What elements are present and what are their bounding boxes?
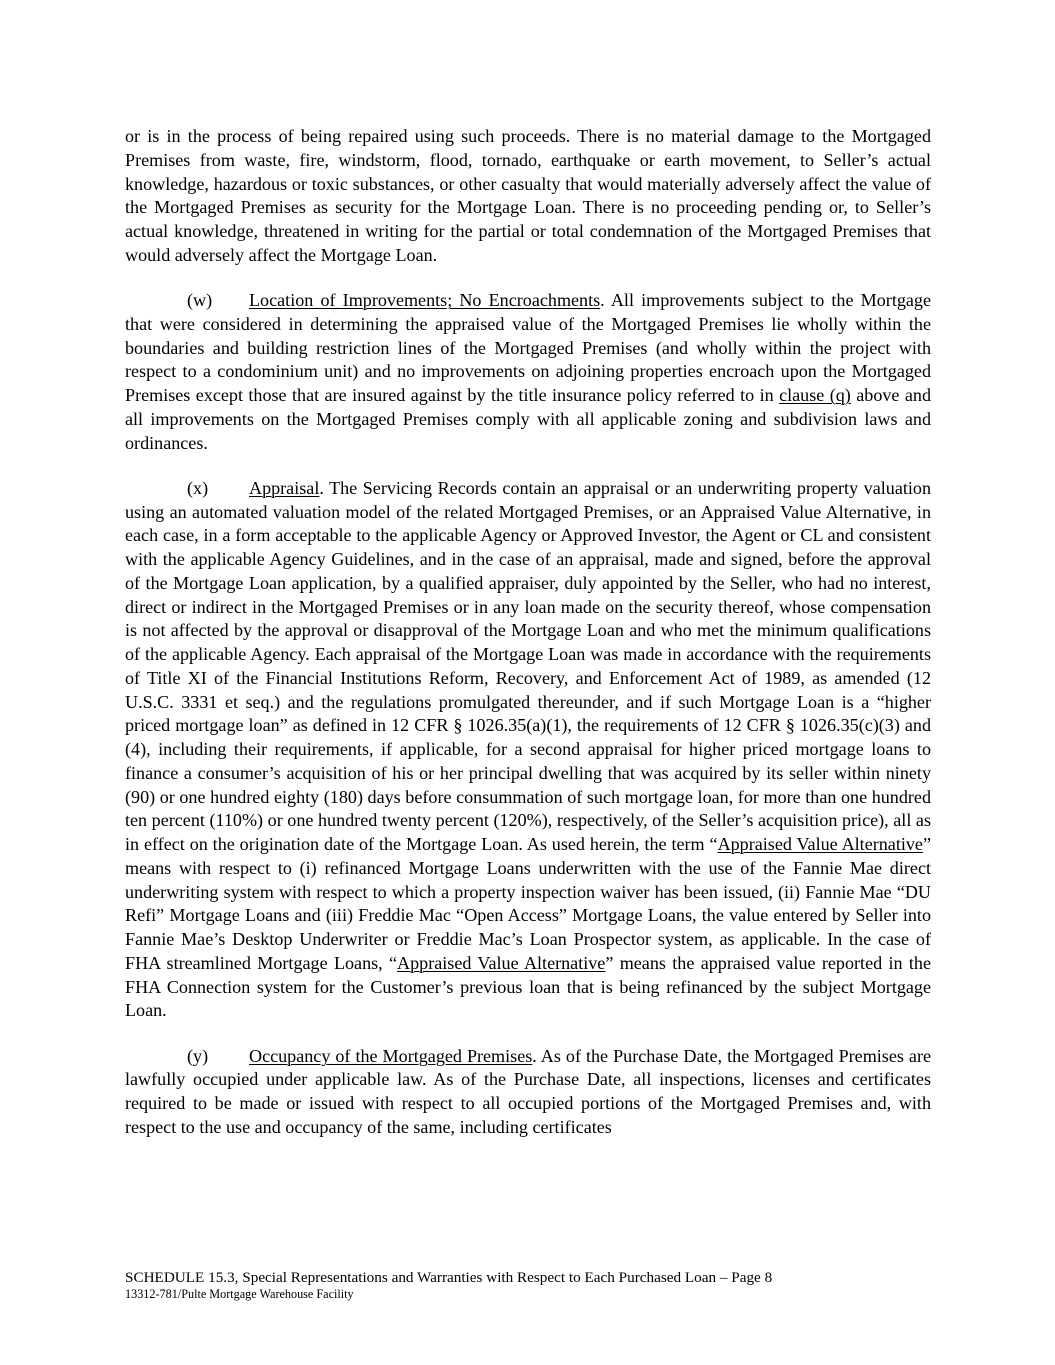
clause-q-reference: clause (q) <box>779 385 851 405</box>
paragraph-w-heading: Location of Improvements; No Encroachments <box>249 290 601 310</box>
paragraph-x-body-2: ” means with respect to (i) refinanced Mortgage Loans underwritten with the use of the Fannie Mae direct underwriting system with respect to which a property inspection waiver has been issued, (ii) Fannie Mae “DU Refi” Mortgage Loans and (iii) Freddie Mac “Open Access” Mortgage Loans, the value entered by Seller into Fannie Mae’s Desktop Underwriter or Freddie Mac’s Loan Prospector system, as applicable. In the case of FHA streamlined Mortgage Loans, “ <box>125 834 931 973</box>
paragraph-x-body-3: ” means the appraised value reported in the FHA Connection system for the Customer’s previous loan that is being refinanced by the subject Mortgage Loan. <box>125 952 931 1021</box>
paragraph-w-body-2: above and all improvements on the Mortgaged Premises comply with all applicable zoning and subdivision laws and ordinances. <box>125 385 931 453</box>
paragraph-y-label: (y) <box>187 1045 209 1066</box>
paragraph-x-label: (x) <box>187 477 209 498</box>
footer-doc-id: 13312-781/Pulte Mortgage Warehouse Facility <box>125 1287 354 1301</box>
defined-term-appraised-value-alternative-fha: Appraised Value Alternative <box>397 952 606 973</box>
document-body <box>125 125 931 1140</box>
paragraph-continuation-text: or is in the process of being repaired using such proceeds. There is no material damage to the Mortgaged Premises from waste, fire, windstorm, flood, tornado, earthquake or earth movement, to Seller’s actual knowledge, hazardous or toxic substances, or other casualty that would materially adversely affect the value of the Mortgaged Premises as security for the Mortgage Loan. There is no proceeding pending or, to Seller’s actual knowledge, threatened in writing for the partial or total condemnation of the Mortgaged Premises that would adversely affect the Mortgage Loan. <box>125 126 931 265</box>
paragraph-x <box>125 477 931 1023</box>
paragraph-w <box>125 289 931 455</box>
paragraph-continuation <box>125 125 931 268</box>
page-footer <box>125 1269 931 1302</box>
paragraph-y <box>125 1045 931 1140</box>
paragraph-x-heading: Appraisal <box>249 477 320 498</box>
defined-term-appraised-value-alternative: Appraised Value Alternative <box>717 834 923 854</box>
paragraph-y-body-1: . As of the Purchase Date, the Mortgaged Premises are lawfully occupied under applicable law. As of the Purchase Date, all inspections, licenses and certificates required to be made or issued with respect to all occupied portions of the Mortgaged Premises and, with respect to the use and occupancy of the same, including certificates <box>125 1045 931 1137</box>
footer-title: SCHEDULE 15.3, Special Representations and Warranties with Respect to Each Purchased Loan – Page 8 <box>125 1269 773 1286</box>
paragraph-w-body-1: . All improvements subject to the Mortgage that were considered in determining the appraised value of the Mortgaged Premises lie wholly within the boundaries and building restriction lines of the Mortgaged Premises (and wholly within the project with respect to a condominium unit) and no improvements on adjoining properties encroach upon the Mortgaged Premises except those that are insured against by the title insurance policy referred to in <box>125 290 931 405</box>
paragraph-w-label: (w) <box>187 290 213 310</box>
paragraph-x-body-1: . The Servicing Records contain an appraisal or an underwriting property valuation using an automated valuation model of the related Mortgaged Premises, or an Appraised Value Alternative, in each case, in a form acceptable to the applicable Agency or Approved Investor, the Agent or CL and consistent with the applicable Agency Guidelines, and in the case of an appraisal, made and signed, before the approval of the Mortgage Loan application, by a qualified appraiser, duly appointed by the Seller, who had no interest, direct or indirect in the Mortgaged Premises or in any loan made on the security thereof, whose compensation is not affected by the approval or disapproval of the Mortgage Loan and who met the minimum qualifications of the applicable Agency. Each appraisal of the Mortgage Loan was made in accordance with the requirements of Title XI of the Financial Institutions Reform, Recovery, and Enforcement Act of 1989, as amended (12 U.S.C. 3331 et seq.) and the regulations promulgated thereunder, and if such Mortgage Loan is a “higher priced mortgage loan” as defined in 12 CFR § 1026.35(a)(1), the requirements of 12 CFR § 1026.35(c)(3) and (4), including their requirements, if applicable, for a second appraisal for higher priced mortgage loans to finance a consumer’s acquisition of his or her principal dwelling that was acquired by its seller within ninety (90) or one hundred eighty (180) days before consummation of such mortgage loan, for more than one hundred ten percent (110%) or one hundred twenty percent (120%), respectively, of the Seller’s acquisition price), all as in effect on the origination date of the Mortgage Loan. As used herein, the term “ <box>125 477 931 854</box>
paragraph-y-heading: Occupancy of the Mortgaged Premises <box>249 1045 533 1066</box>
